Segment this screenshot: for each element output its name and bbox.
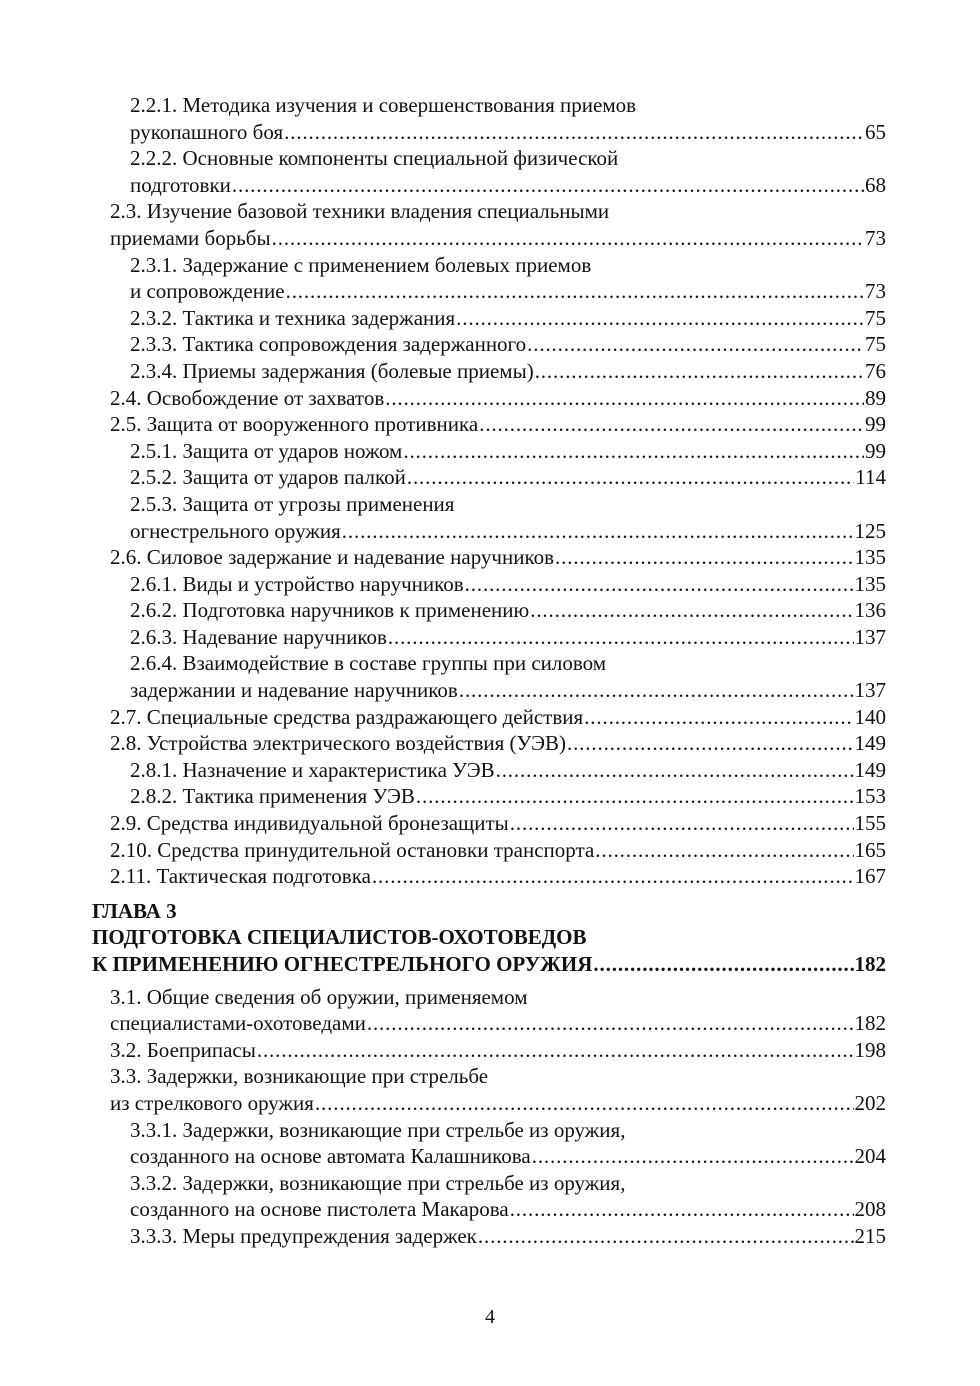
- toc-entry: [110, 810, 886, 837]
- toc-entry-page: 75: [865, 332, 886, 357]
- toc-entry-text: из стрелкового оружия: [110, 1090, 314, 1115]
- toc-entry-page: 198: [854, 1037, 886, 1062]
- toc-entry: [110, 837, 886, 864]
- dot-leader: [510, 810, 854, 837]
- dot-leader: [232, 172, 864, 199]
- dot-leader: [527, 331, 864, 358]
- toc-entry: [110, 145, 886, 198]
- toc-entry-text: подготовки: [130, 172, 231, 197]
- toc-entry-page: 89: [865, 385, 886, 410]
- chapter-title-line-1: [92, 924, 886, 951]
- toc-entry-page: 137: [854, 624, 886, 649]
- toc-entry-page: 182: [854, 1011, 886, 1036]
- toc-entry-text: 2.4. Освобождение от захватов: [110, 385, 385, 410]
- dot-leader: [367, 1010, 854, 1037]
- toc-entry: [110, 650, 886, 703]
- dot-leader: [257, 1037, 854, 1064]
- toc-entry-line: [110, 837, 886, 864]
- dot-leader: [407, 464, 854, 491]
- chapter-page: 182: [854, 952, 886, 976]
- toc-entry-page: 155: [854, 811, 886, 836]
- dot-leader: [459, 677, 854, 704]
- toc-entry-text: задержании и надевание наручников: [130, 678, 458, 703]
- toc-entry-text: 2.6.3. Надевание наручников: [130, 624, 387, 649]
- toc-entry-text: 3.3. Задержки, возникающие при стрельбе: [110, 1064, 489, 1089]
- toc-entry-line: [110, 518, 886, 545]
- toc-entry-text: 2.3. Изучение базовой техники владения специальными: [110, 199, 610, 224]
- toc-entry-page: 125: [854, 518, 886, 543]
- toc-entry-text: 2.8.2. Тактика применения УЭВ: [130, 784, 415, 809]
- toc-entry-line: [110, 411, 886, 438]
- dot-leader: [286, 278, 864, 305]
- toc-entry-line: [110, 92, 886, 119]
- toc-entry: [110, 331, 886, 358]
- toc-entry-text: 2.7. Специальные средства раздражающего действия: [110, 704, 584, 729]
- toc-entry-line: [110, 1037, 886, 1064]
- dot-leader: [555, 544, 853, 571]
- toc-entry-line: [110, 677, 886, 704]
- dot-leader: [532, 1143, 854, 1170]
- toc-entry-text: 2.5.2. Защита от ударов палкой: [130, 465, 406, 490]
- dot-leader: [478, 1223, 854, 1250]
- toc-entry-text: 2.10. Средства принудительной остановки транспорта: [110, 837, 595, 862]
- toc-entry-text: 2.5. Защита от вооруженного противника: [110, 412, 479, 437]
- toc-entry-line: [110, 252, 886, 279]
- toc-entry-text: 2.3.3. Тактика сопровождения задержанного: [130, 332, 527, 357]
- toc-entry-line: [110, 783, 886, 810]
- toc-entry-line: [110, 1090, 886, 1117]
- toc-entry: [110, 198, 886, 251]
- toc-entry-text: созданного на основе автомата Калашникова: [130, 1144, 531, 1169]
- toc-entry: [110, 571, 886, 598]
- toc-entry-line: [110, 984, 886, 1011]
- toc-entry: [110, 544, 886, 571]
- toc-entry-page: 65: [865, 119, 886, 144]
- toc-entry-text: 2.9. Средства индивидуальной бронезащиты: [110, 811, 509, 836]
- dot-leader: [535, 358, 864, 385]
- dot-leader: [372, 863, 854, 890]
- toc-entry-page: 99: [865, 412, 886, 437]
- chapter-title-2: К ПРИМЕНЕНИЮ ОГНЕСТРЕЛЬНОГО ОРУЖИЯ: [92, 952, 593, 976]
- toc-entry-text: специалистами-охотоведами: [110, 1011, 366, 1036]
- toc-entry-line: [110, 1143, 886, 1170]
- toc-entry-text: 3.2. Боеприпасы: [110, 1037, 256, 1062]
- page-number: 4: [485, 1306, 495, 1328]
- toc-entry: [110, 1117, 886, 1170]
- toc-entry-line: [110, 331, 886, 358]
- toc-entry-line: [110, 225, 886, 252]
- toc-entry-text: 3.1. Общие сведения об оружии, применяемом: [110, 984, 528, 1009]
- dot-leader: [456, 305, 864, 332]
- toc-entry-page: 165: [854, 837, 886, 862]
- toc-entry-line: [110, 810, 886, 837]
- toc-entry-text: созданного на основе пистолета Макарова: [130, 1197, 509, 1222]
- toc-entry-line: [110, 1196, 886, 1223]
- toc-entry-text: 2.8.1. Назначение и характеристика УЭВ: [130, 757, 495, 782]
- dot-leader: [593, 951, 853, 978]
- toc-entry: [110, 438, 886, 465]
- toc-entry-text: 3.3.2. Задержки, возникающие при стрельбе из оружия,: [130, 1170, 626, 1195]
- dot-leader: [479, 411, 864, 438]
- toc-entry: [110, 92, 886, 145]
- toc-entry-page: 149: [854, 757, 886, 782]
- dot-leader: [465, 571, 854, 598]
- toc-entry: [110, 1170, 886, 1223]
- toc-entry-text: огнестрельного оружия: [130, 518, 341, 543]
- toc-entry-line: [110, 464, 886, 491]
- toc-entry-page: 135: [854, 571, 886, 596]
- dot-leader: [342, 518, 854, 545]
- toc-entry-line: [110, 305, 886, 332]
- toc-section-chapter-3: [110, 984, 886, 1250]
- toc-entry-text: 2.8. Устройства электрического воздействия (УЭВ): [110, 731, 566, 756]
- toc-entry: [110, 464, 886, 491]
- toc-entry-text: и сопровождение: [130, 279, 285, 304]
- toc-entry-line: [110, 278, 886, 305]
- toc-entry-text: 2.6.4. Взаимодействие в составе группы при силовом: [130, 651, 607, 676]
- toc-entry-page: 140: [854, 704, 886, 729]
- toc-entry-text: 3.3.3. Меры предупреждения задержек: [130, 1223, 477, 1248]
- chapter-label-line: [92, 898, 886, 925]
- toc-entry-line: [110, 172, 886, 199]
- toc-entry: [110, 730, 886, 757]
- toc-entry-page: 204: [854, 1144, 886, 1169]
- toc-entry-line: [110, 650, 886, 677]
- toc-entry-line: [110, 438, 886, 465]
- dot-leader: [284, 119, 864, 146]
- toc-entry: [110, 863, 886, 890]
- toc-entry-page: 114: [855, 465, 886, 490]
- toc-entry-text: 2.6. Силовое задержание и надевание наручников: [110, 545, 555, 570]
- toc-entry-text: 2.6.2. Подготовка наручников к применению: [130, 598, 530, 623]
- toc-entry-text: 2.2.2. Основные компоненты специальной физической: [130, 146, 619, 171]
- dot-leader: [272, 225, 864, 252]
- toc-entry-line: [110, 571, 886, 598]
- toc-entry-page: 68: [865, 172, 886, 197]
- toc-entry-page: 149: [854, 731, 886, 756]
- toc-entry: [110, 1223, 886, 1250]
- toc-entry-text: 2.5.1. Защита от ударов ножом: [130, 438, 403, 463]
- toc-entry: [110, 1063, 886, 1116]
- toc-entry-line: [110, 1170, 886, 1197]
- toc-entry-text: 2.5.3. Защита от угрозы применения: [130, 491, 455, 516]
- toc-entry: [110, 597, 886, 624]
- toc-entry-page: 215: [854, 1223, 886, 1248]
- toc-entry-page: 153: [854, 784, 886, 809]
- toc-entry-line: [110, 624, 886, 651]
- toc-entry: [110, 757, 886, 784]
- toc-entry-page: 135: [854, 545, 886, 570]
- toc-entry: [110, 1037, 886, 1064]
- dot-leader: [416, 783, 854, 810]
- toc-entry-page: 136: [854, 598, 886, 623]
- dot-leader: [530, 597, 853, 624]
- toc-entry-line: [110, 1010, 886, 1037]
- toc-entry-line: [110, 1063, 886, 1090]
- toc-entry-line: [110, 1117, 886, 1144]
- toc-entry: [110, 305, 886, 332]
- toc-entry: [110, 358, 886, 385]
- toc-entry-page: 73: [865, 225, 886, 250]
- toc-entry-page: 73: [865, 279, 886, 304]
- toc-entry-text: 2.3.4. Приемы задержания (болевые приемы): [130, 358, 534, 383]
- toc-entry-page: 208: [854, 1197, 886, 1222]
- toc-entry-line: [110, 757, 886, 784]
- toc-entry-text: 2.3.2. Тактика и техника задержания: [130, 305, 456, 330]
- dot-leader: [567, 730, 854, 757]
- chapter-label: ГЛАВА 3: [92, 898, 177, 923]
- dot-leader: [584, 704, 853, 731]
- toc-entry: [110, 783, 886, 810]
- toc-entry-text: 2.6.1. Виды и устройство наручников: [130, 571, 464, 596]
- toc-entry: [110, 491, 886, 544]
- toc-entry-page: 167: [854, 864, 886, 889]
- toc-entry-line: [110, 491, 886, 518]
- toc-entry-page: 75: [865, 305, 886, 330]
- toc-entry-line: [110, 358, 886, 385]
- toc-entry: [110, 385, 886, 412]
- toc-entry-page: 76: [865, 358, 886, 383]
- dot-leader: [385, 385, 864, 412]
- toc-entry-page: 99: [865, 438, 886, 463]
- toc-entry-line: [110, 544, 886, 571]
- toc-entry-text: рукопашного боя: [130, 119, 284, 144]
- toc-entry-line: [110, 198, 886, 225]
- toc-entry-text: 2.11. Тактическая подготовка: [110, 864, 371, 889]
- toc-entry: [110, 984, 886, 1037]
- chapter-heading: [92, 898, 886, 978]
- toc-entry-text: 2.2.1. Методика изучения и совершенствования приемов: [130, 93, 637, 117]
- dot-leader: [496, 757, 854, 784]
- toc-entry-line: [110, 597, 886, 624]
- chapter-title-line-2: [92, 951, 886, 978]
- toc-entry-line: [110, 119, 886, 146]
- dot-leader: [388, 624, 854, 651]
- dot-leader: [595, 837, 853, 864]
- dot-leader: [403, 438, 864, 465]
- toc-entry-text: 3.3.1. Задержки, возникающие при стрельбе из оружия,: [130, 1117, 626, 1142]
- toc-entry-line: [110, 730, 886, 757]
- toc-entry-line: [110, 385, 886, 412]
- toc-entry: [110, 624, 886, 651]
- toc-section-chapter-2: [110, 92, 886, 890]
- table-of-contents: [92, 92, 886, 1250]
- toc-entry: [110, 411, 886, 438]
- toc-entry-page: 137: [854, 678, 886, 703]
- toc-entry-line: [110, 1223, 886, 1250]
- toc-entry-text: 2.3.1. Задержание с применением болевых приемов: [130, 252, 592, 277]
- toc-entry: [110, 704, 886, 731]
- toc-entry-page: 202: [854, 1090, 886, 1115]
- toc-entry-line: [110, 145, 886, 172]
- toc-entry-line: [110, 863, 886, 890]
- toc-entry-line: [110, 704, 886, 731]
- toc-entry-text: приемами борьбы: [110, 225, 271, 250]
- toc-entry: [110, 252, 886, 305]
- chapter-title-1: ПОДГОТОВКА СПЕЦИАЛИСТОВ-ОХОТОВЕДОВ: [92, 925, 587, 950]
- dot-leader: [315, 1090, 854, 1117]
- dot-leader: [510, 1196, 854, 1223]
